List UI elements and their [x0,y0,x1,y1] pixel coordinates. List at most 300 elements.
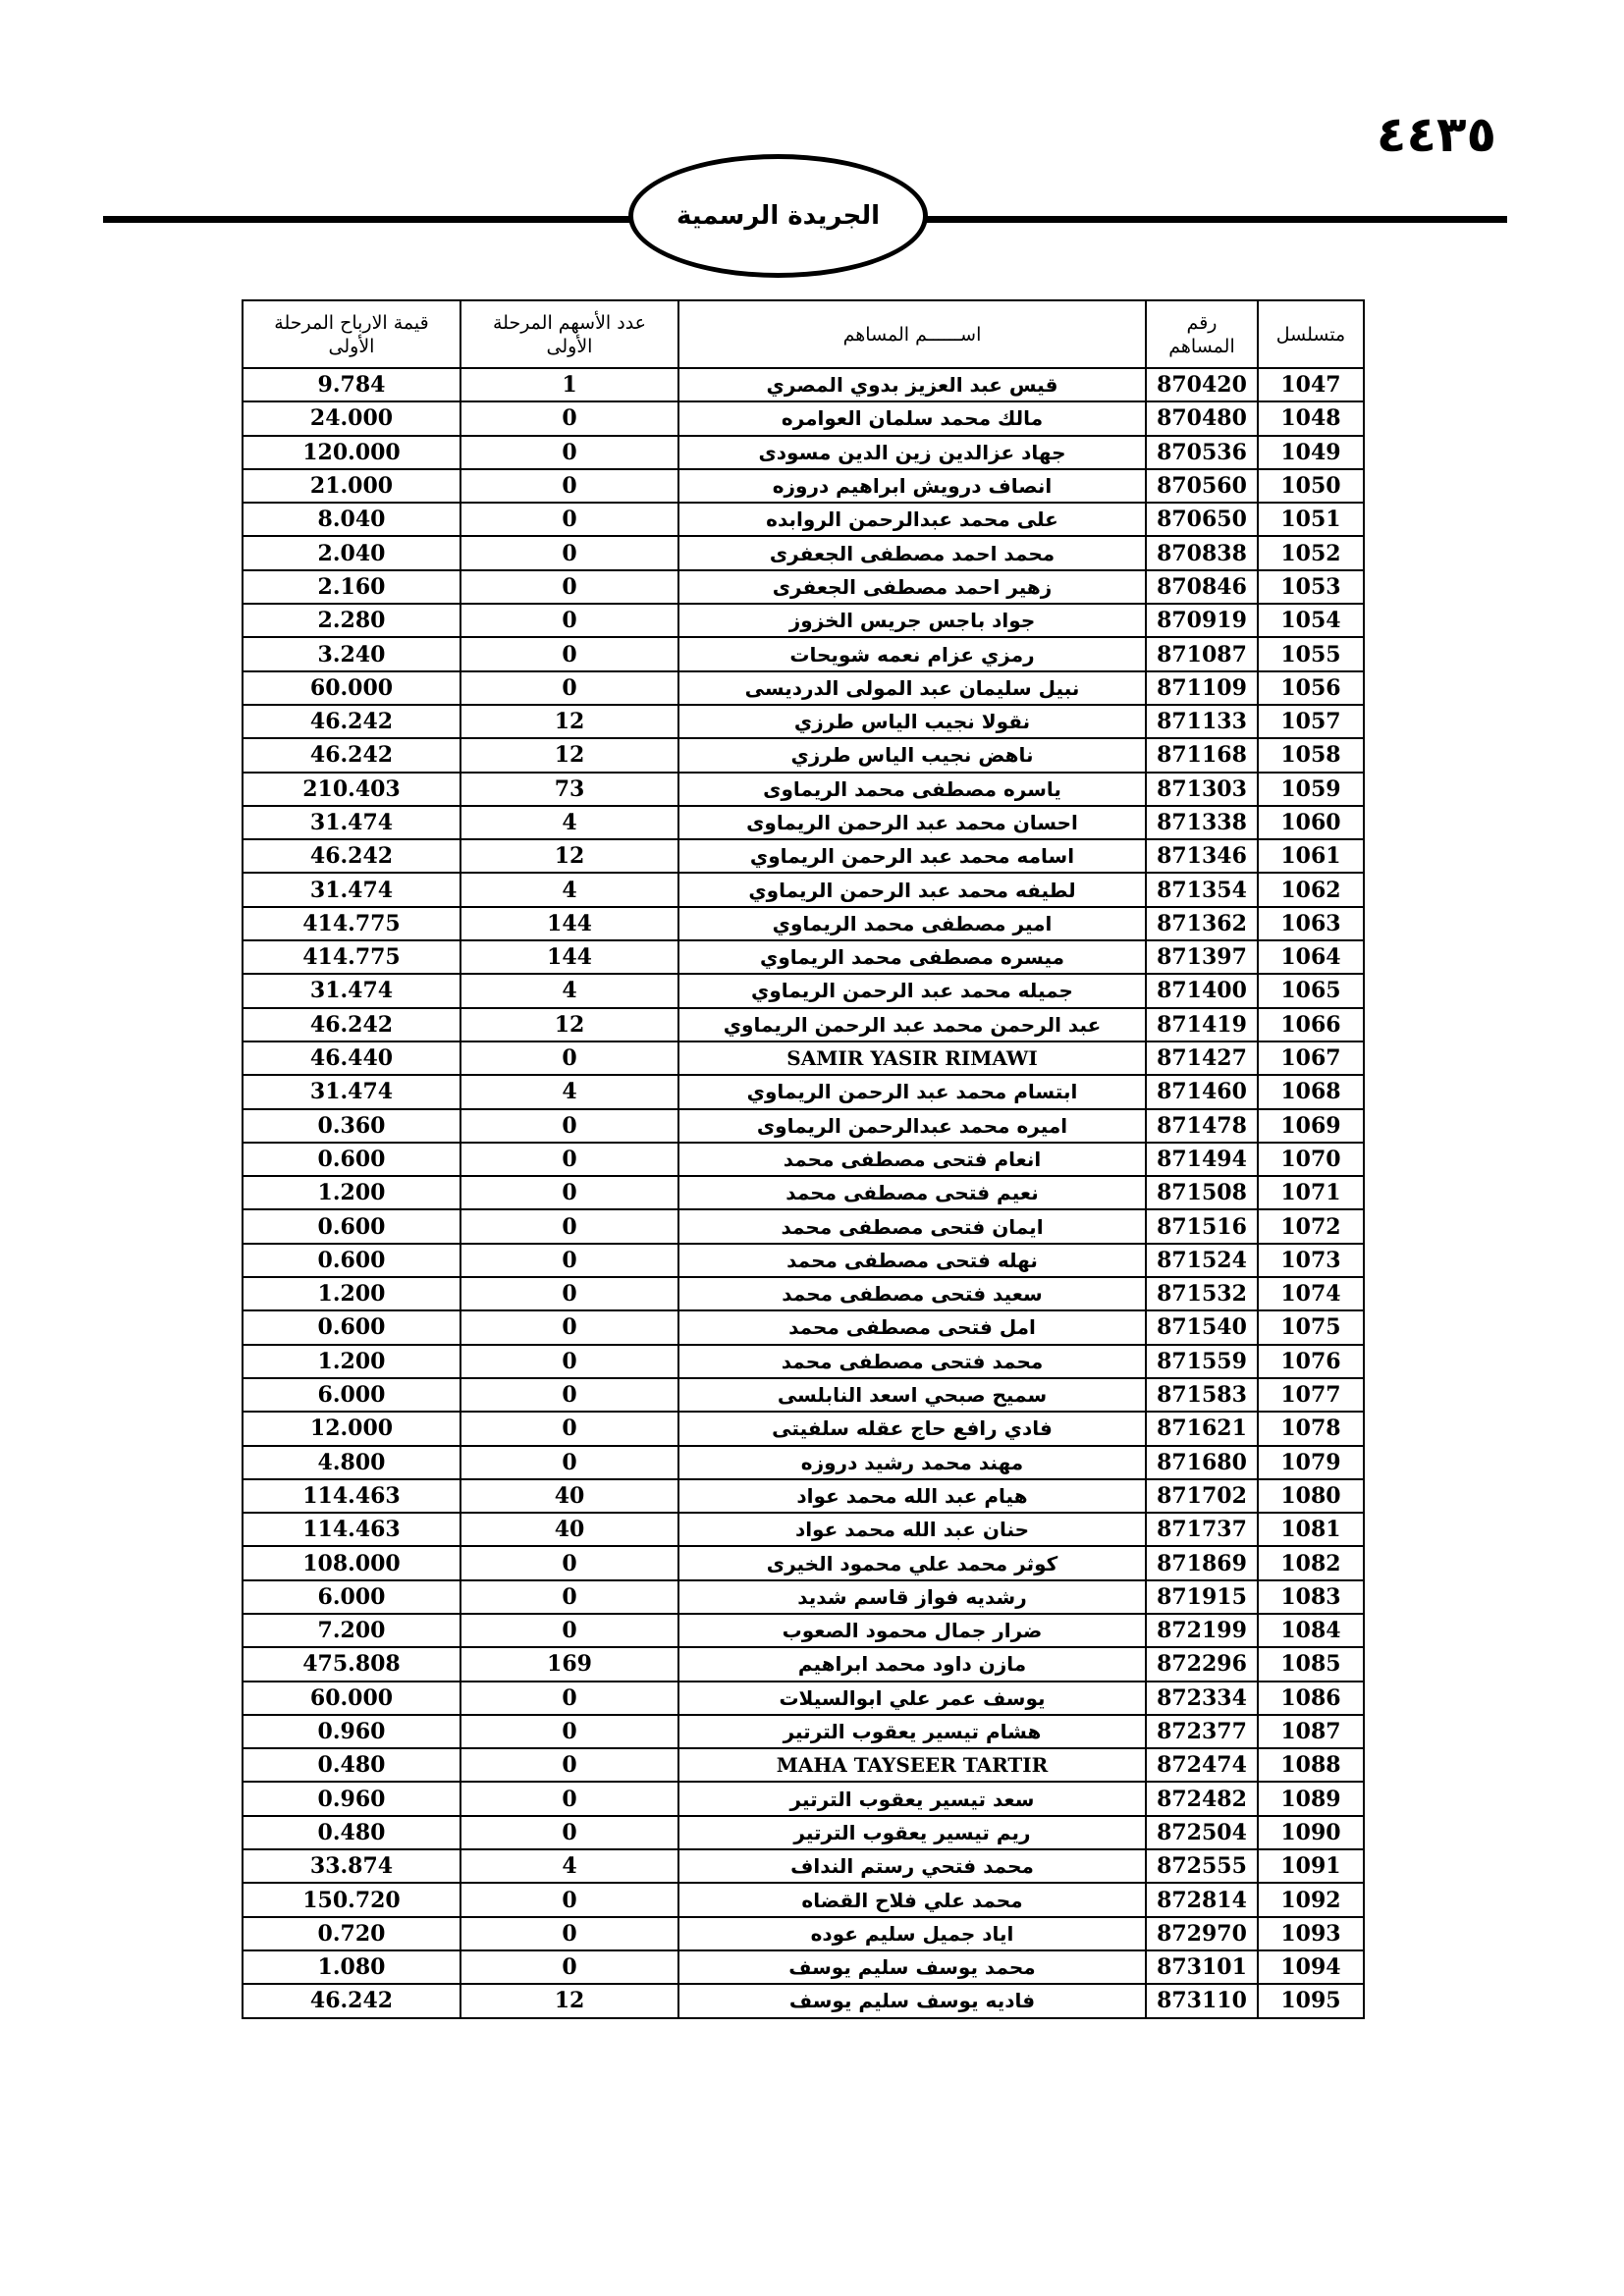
cell-shareholder-name: جهاد عزالدين زين الدين مسودى [678,436,1146,469]
cell-shareholder-name: احسان محمد عبد الرحمن الريماوى [678,806,1146,839]
cell-shareholder-number: 871524 [1146,1244,1258,1277]
cell-shareholder-number: 870846 [1146,570,1258,604]
cell-shares-count: 0 [460,1816,678,1849]
cell-serial: 1082 [1258,1546,1364,1579]
cell-dividend-value: 46.242 [243,1984,460,2017]
cell-serial: 1085 [1258,1647,1364,1681]
cell-shareholder-number: 870560 [1146,469,1258,503]
cell-shareholder-name: MAHA TAYSEER TARTIR [678,1748,1146,1782]
cell-dividend-value: 60.000 [243,671,460,705]
cell-serial: 1066 [1258,1008,1364,1041]
table-row [243,368,1364,401]
cell-serial: 1081 [1258,1513,1364,1546]
table-row [243,1984,1364,2017]
cell-shareholder-name: فادي رافع حاج عقله سلفيتى [678,1412,1146,1445]
cell-dividend-value: 114.463 [243,1513,460,1546]
cell-shareholder-name: اسامه محمد عبد الرحمن الريماوي [678,839,1146,873]
cell-shareholder-number: 872377 [1146,1715,1258,1748]
cell-shares-count: 0 [460,1614,678,1647]
cell-shareholder-number: 871354 [1146,873,1258,906]
table-row [243,1614,1364,1647]
cell-dividend-value: 114.463 [243,1479,460,1513]
cell-shares-count: 4 [460,873,678,906]
cell-dividend-value: 60.000 [243,1682,460,1715]
table-row [243,1513,1364,1546]
cell-dividend-value: 46.242 [243,738,460,772]
cell-serial: 1059 [1258,773,1364,806]
cell-shares-count: 0 [460,1580,678,1614]
cell-shareholder-name: SAMIR YASIR RIMAWI [678,1041,1146,1075]
cell-shares-count: 0 [460,401,678,435]
cell-serial: 1075 [1258,1310,1364,1344]
cell-shareholder-number: 871516 [1146,1209,1258,1243]
cell-serial: 1047 [1258,368,1364,401]
cell-shares-count: 4 [460,1075,678,1108]
table-row [243,1917,1364,1950]
cell-serial: 1088 [1258,1748,1364,1782]
cell-shares-count: 144 [460,940,678,974]
cell-shareholder-name: مالك محمد سلمان العوامره [678,401,1146,435]
cell-serial: 1083 [1258,1580,1364,1614]
cell-serial: 1084 [1258,1614,1364,1647]
cell-dividend-value: 0.600 [243,1143,460,1176]
cell-shareholder-number: 871540 [1146,1310,1258,1344]
cell-shareholder-name: على محمد عبدالرحمن الروابده [678,503,1146,536]
table-row [243,1816,1364,1849]
table-row [243,436,1364,469]
table-row [243,940,1364,974]
cell-shareholder-name: محمد علي فلاح القضاه [678,1883,1146,1916]
cell-shareholder-number: 870536 [1146,436,1258,469]
cell-shareholder-name: لطيفه محمد عبد الرحمن الريماوي [678,873,1146,906]
cell-shareholder-name: ياسره مصطفى محمد الريماوى [678,773,1146,806]
cell-shareholder-number: 870838 [1146,536,1258,569]
cell-dividend-value: 414.775 [243,907,460,940]
table-row [243,839,1364,873]
cell-serial: 1086 [1258,1682,1364,1715]
cell-shareholder-number: 872296 [1146,1647,1258,1681]
table-row [243,503,1364,536]
cell-dividend-value: 46.242 [243,839,460,873]
cell-serial: 1060 [1258,806,1364,839]
cell-serial: 1090 [1258,1816,1364,1849]
cell-dividend-value: 1.200 [243,1277,460,1310]
cell-shareholder-name: سعيد فتحى مصطفى محمد [678,1277,1146,1310]
cell-dividend-value: 4.800 [243,1446,460,1479]
cell-shares-count: 4 [460,1849,678,1883]
col-header-shareholder-name: اســــــم المساهم [678,300,1146,368]
table-row [243,873,1364,906]
cell-shareholder-number: 871397 [1146,940,1258,974]
cell-shareholder-name: ريم تيسير يعقوب الترتير [678,1816,1146,1849]
cell-shareholder-number: 873110 [1146,1984,1258,2017]
cell-shareholder-number: 871346 [1146,839,1258,873]
cell-shareholder-number: 871680 [1146,1446,1258,1479]
table-row [243,806,1364,839]
cell-dividend-value: 12.000 [243,1412,460,1445]
cell-shares-count: 0 [460,604,678,637]
cell-serial: 1058 [1258,738,1364,772]
cell-shareholder-name: هيام عبد الله محمد عواد [678,1479,1146,1513]
table-row [243,570,1364,604]
cell-dividend-value: 0.480 [243,1816,460,1849]
table-row [243,469,1364,503]
table-row [243,1143,1364,1176]
table-row [243,1075,1364,1108]
cell-serial: 1089 [1258,1782,1364,1815]
table-row [243,1950,1364,1984]
cell-shares-count: 1 [460,368,678,401]
cell-serial: 1095 [1258,1984,1364,2017]
table-row [243,1277,1364,1310]
cell-shares-count: 0 [460,1176,678,1209]
cell-shares-count: 0 [460,1917,678,1950]
cell-shares-count: 0 [460,1412,678,1445]
cell-dividend-value: 0.600 [243,1244,460,1277]
table-row [243,1782,1364,1815]
cell-dividend-value: 8.040 [243,503,460,536]
cell-shares-count: 12 [460,1984,678,2017]
cell-shareholder-name: نهله فتحى مصطفى محمد [678,1244,1146,1277]
cell-serial: 1048 [1258,401,1364,435]
header-oval [628,154,928,278]
cell-shareholder-name: انصاف درويش ابراهيم دروزه [678,469,1146,503]
cell-serial: 1049 [1258,436,1364,469]
cell-dividend-value: 2.280 [243,604,460,637]
cell-serial: 1087 [1258,1715,1364,1748]
cell-shares-count: 0 [460,637,678,670]
cell-shares-count: 0 [460,1715,678,1748]
col-header-dividend-value: قيمة الارباح المرحلة الأولى [243,300,460,368]
cell-shares-count: 0 [460,1143,678,1176]
cell-shareholder-number: 871702 [1146,1479,1258,1513]
table-row [243,1748,1364,1782]
table-row [243,1209,1364,1243]
cell-serial: 1062 [1258,873,1364,906]
table-row [243,1412,1364,1445]
cell-shareholder-name: ايمان فتحى مصطفى محمد [678,1209,1146,1243]
cell-shareholder-number: 871168 [1146,738,1258,772]
cell-shareholder-name: هشام تيسير يعقوب الترتير [678,1715,1146,1748]
cell-dividend-value: 0.600 [243,1310,460,1344]
cell-shareholder-name: امير مصطفى محمد الريماوي [678,907,1146,940]
cell-shareholder-name: ناهض نجيب الياس طرزي [678,738,1146,772]
cell-serial: 1065 [1258,974,1364,1007]
table-row [243,773,1364,806]
cell-shareholder-name: مازن داود محمد ابراهيم [678,1647,1146,1681]
cell-dividend-value: 0.960 [243,1782,460,1815]
table-row [243,1041,1364,1075]
cell-shares-count: 0 [460,570,678,604]
cell-serial: 1056 [1258,671,1364,705]
shareholders-table [242,299,1365,2019]
table-row [243,1479,1364,1513]
table-row [243,536,1364,569]
cell-dividend-value: 0.600 [243,1209,460,1243]
cell-dividend-value: 9.784 [243,368,460,401]
table-row [243,604,1364,637]
table-row [243,1176,1364,1209]
cell-dividend-value: 33.874 [243,1849,460,1883]
cell-shareholder-name: رمزي عزام نعمه شويحات [678,637,1146,670]
table-row [243,1546,1364,1579]
cell-shareholder-name: سعد تيسير يعقوب الترتير [678,1782,1146,1815]
cell-serial: 1076 [1258,1345,1364,1378]
cell-shareholder-number: 873101 [1146,1950,1258,1984]
cell-shareholder-name: جميله محمد عبد الرحمن الريماوي [678,974,1146,1007]
cell-shareholder-number: 872474 [1146,1748,1258,1782]
cell-shares-count: 0 [460,1109,678,1143]
cell-serial: 1092 [1258,1883,1364,1916]
cell-shares-count: 0 [460,536,678,569]
cell-shares-count: 0 [460,436,678,469]
cell-dividend-value: 0.960 [243,1715,460,1748]
table-row [243,401,1364,435]
cell-shares-count: 0 [460,1244,678,1277]
cell-shareholder-number: 870420 [1146,368,1258,401]
table-header-row [243,300,1364,368]
cell-shareholder-number: 871508 [1146,1176,1258,1209]
cell-serial: 1080 [1258,1479,1364,1513]
cell-shareholder-number: 870650 [1146,503,1258,536]
cell-shares-count: 0 [460,1950,678,1984]
table-row [243,1109,1364,1143]
cell-dividend-value: 210.403 [243,773,460,806]
cell-shareholder-name: فاديه يوسف سليم يوسف [678,1984,1146,2017]
cell-shares-count: 4 [460,974,678,1007]
cell-shareholder-number: 872504 [1146,1816,1258,1849]
cell-serial: 1072 [1258,1209,1364,1243]
col-header-shareholder-number: رقم المساهم [1146,300,1258,368]
cell-shareholder-name: رشديه فواز قاسم شديد [678,1580,1146,1614]
cell-shares-count: 0 [460,1748,678,1782]
col-header-shares-count: عدد الأسهم المرحلة الأولى [460,300,678,368]
cell-shareholder-name: نعيم فتحى مصطفى محمد [678,1176,1146,1209]
cell-dividend-value: 108.000 [243,1546,460,1579]
cell-shareholder-number: 870919 [1146,604,1258,637]
cell-dividend-value: 7.200 [243,1614,460,1647]
cell-dividend-value: 24.000 [243,401,460,435]
table-row [243,671,1364,705]
cell-shares-count: 12 [460,705,678,738]
cell-serial: 1050 [1258,469,1364,503]
cell-shareholder-name: محمد احمد مصطفى الجعفرى [678,536,1146,569]
table-row [243,974,1364,1007]
cell-serial: 1070 [1258,1143,1364,1176]
cell-shareholder-name: ابتسام محمد عبد الرحمن الريماوي [678,1075,1146,1108]
cell-dividend-value: 2.160 [243,570,460,604]
cell-serial: 1055 [1258,637,1364,670]
table-row [243,1682,1364,1715]
cell-shares-count: 0 [460,1209,678,1243]
table-row [243,1244,1364,1277]
cell-shareholder-number: 871133 [1146,705,1258,738]
cell-serial: 1079 [1258,1446,1364,1479]
cell-serial: 1061 [1258,839,1364,873]
cell-shareholder-name: جواد باجس جريس الخزوز [678,604,1146,637]
cell-dividend-value: 46.242 [243,705,460,738]
cell-dividend-value: 46.440 [243,1041,460,1075]
cell-shareholder-name: امل فتحى مصطفى محمد [678,1310,1146,1344]
cell-shareholder-name: محمد يوسف سليم يوسف [678,1950,1146,1984]
cell-shareholder-name: نبيل سليمان عبد المولى الدرديسى [678,671,1146,705]
table-row [243,1715,1364,1748]
cell-serial: 1078 [1258,1412,1364,1445]
table-row [243,1310,1364,1344]
cell-serial: 1052 [1258,536,1364,569]
cell-shareholder-number: 871460 [1146,1075,1258,1108]
cell-serial: 1077 [1258,1378,1364,1412]
cell-shares-count: 0 [460,1310,678,1344]
cell-shareholder-name: سميح صبحي اسعد النابلسى [678,1378,1146,1412]
cell-shareholder-name: قيس عبد العزيز بدوي المصري [678,368,1146,401]
cell-dividend-value: 6.000 [243,1580,460,1614]
cell-shares-count: 0 [460,503,678,536]
cell-serial: 1073 [1258,1244,1364,1277]
cell-shareholder-number: 872814 [1146,1883,1258,1916]
cell-serial: 1071 [1258,1176,1364,1209]
table-row [243,1008,1364,1041]
table-row [243,1446,1364,1479]
cell-dividend-value: 0.720 [243,1917,460,1950]
cell-dividend-value: 31.474 [243,806,460,839]
cell-shares-count: 0 [460,1682,678,1715]
cell-shareholder-name: مهند محمد رشيد دروزه [678,1446,1146,1479]
cell-shareholder-number: 871869 [1146,1546,1258,1579]
cell-serial: 1067 [1258,1041,1364,1075]
cell-shares-count: 144 [460,907,678,940]
cell-shareholder-name: ضرار جمال محمود الصعوب [678,1614,1146,1647]
cell-shares-count: 0 [460,1446,678,1479]
shareholders-table-wrap [242,299,1363,2019]
cell-shareholder-number: 871532 [1146,1277,1258,1310]
cell-shares-count: 169 [460,1647,678,1681]
cell-shares-count: 12 [460,839,678,873]
cell-serial: 1074 [1258,1277,1364,1310]
cell-dividend-value: 21.000 [243,469,460,503]
cell-serial: 1057 [1258,705,1364,738]
gazette-title: الجريدة الرسمية [677,201,880,231]
cell-serial: 1093 [1258,1917,1364,1950]
table-row [243,705,1364,738]
cell-shares-count: 0 [460,1546,678,1579]
cell-shares-count: 0 [460,1345,678,1378]
cell-serial: 1091 [1258,1849,1364,1883]
cell-shareholder-number: 871583 [1146,1378,1258,1412]
cell-shares-count: 0 [460,469,678,503]
cell-shares-count: 40 [460,1479,678,1513]
cell-dividend-value: 3.240 [243,637,460,670]
cell-dividend-value: 0.480 [243,1748,460,1782]
cell-dividend-value: 475.808 [243,1647,460,1681]
table-row [243,1849,1364,1883]
table-row [243,1580,1364,1614]
cell-shares-count: 4 [460,806,678,839]
cell-shareholder-number: 872970 [1146,1917,1258,1950]
cell-shareholder-number: 871109 [1146,671,1258,705]
cell-serial: 1063 [1258,907,1364,940]
cell-shareholder-name: محمد فتحى مصطفى محمد [678,1345,1146,1378]
cell-shareholder-name: اياد جميل سليم عوده [678,1917,1146,1950]
cell-serial: 1054 [1258,604,1364,637]
cell-shareholder-number: 871087 [1146,637,1258,670]
col-header-serial: متسلسل [1258,300,1364,368]
cell-dividend-value: 2.040 [243,536,460,569]
table-row [243,1345,1364,1378]
cell-dividend-value: 46.242 [243,1008,460,1041]
cell-dividend-value: 120.000 [243,436,460,469]
cell-serial: 1068 [1258,1075,1364,1108]
cell-shares-count: 12 [460,1008,678,1041]
cell-shares-count: 12 [460,738,678,772]
cell-shares-count: 0 [460,1378,678,1412]
table-row [243,907,1364,940]
cell-shares-count: 40 [460,1513,678,1546]
cell-shareholder-name: كوثر محمد علي محمود الخيرى [678,1546,1146,1579]
cell-shareholder-number: 871362 [1146,907,1258,940]
cell-shares-count: 0 [460,1883,678,1916]
cell-shareholder-number: 871419 [1146,1008,1258,1041]
cell-dividend-value: 1.080 [243,1950,460,1984]
cell-shareholder-number: 871915 [1146,1580,1258,1614]
cell-shareholder-number: 870480 [1146,401,1258,435]
cell-shareholder-name: عبد الرحمن محمد عبد الرحمن الريماوي [678,1008,1146,1041]
cell-shareholder-name: ميسره مصطفى محمد الريماوي [678,940,1146,974]
cell-serial: 1069 [1258,1109,1364,1143]
cell-shares-count: 0 [460,1041,678,1075]
cell-shareholder-number: 872199 [1146,1614,1258,1647]
cell-shareholder-name: انعام فتحى مصطفى محمد [678,1143,1146,1176]
cell-shareholder-name: حنان عبد الله محمد عواد [678,1513,1146,1546]
cell-shareholder-name: اميره محمد عبدالرحمن الريماوى [678,1109,1146,1143]
cell-shareholder-number: 871559 [1146,1345,1258,1378]
table-row [243,1378,1364,1412]
table-body [243,368,1364,2018]
cell-shareholder-number: 871494 [1146,1143,1258,1176]
table-row [243,1883,1364,1916]
cell-dividend-value: 31.474 [243,974,460,1007]
cell-shareholder-number: 872334 [1146,1682,1258,1715]
cell-shareholder-number: 871478 [1146,1109,1258,1143]
cell-shareholder-number: 871427 [1146,1041,1258,1075]
cell-shareholder-number: 871303 [1146,773,1258,806]
cell-dividend-value: 1.200 [243,1345,460,1378]
cell-shares-count: 73 [460,773,678,806]
table-row [243,637,1364,670]
page-number: ٤٤٣٥ [1376,106,1496,163]
cell-shareholder-number: 871621 [1146,1412,1258,1445]
cell-dividend-value: 31.474 [243,1075,460,1108]
table-row [243,738,1364,772]
cell-shareholder-name: زهير احمد مصطفى الجعفرى [678,570,1146,604]
cell-dividend-value: 0.360 [243,1109,460,1143]
cell-shares-count: 0 [460,1782,678,1815]
cell-dividend-value: 414.775 [243,940,460,974]
cell-shareholder-name: محمد فتحي رستم النداف [678,1849,1146,1883]
cell-dividend-value: 150.720 [243,1883,460,1916]
cell-serial: 1064 [1258,940,1364,974]
cell-serial: 1051 [1258,503,1364,536]
cell-dividend-value: 1.200 [243,1176,460,1209]
cell-shareholder-number: 871400 [1146,974,1258,1007]
cell-shareholder-number: 871338 [1146,806,1258,839]
cell-shares-count: 0 [460,1277,678,1310]
cell-shareholder-number: 871737 [1146,1513,1258,1546]
cell-dividend-value: 6.000 [243,1378,460,1412]
cell-serial: 1094 [1258,1950,1364,1984]
cell-shareholder-number: 872482 [1146,1782,1258,1815]
cell-shares-count: 0 [460,671,678,705]
